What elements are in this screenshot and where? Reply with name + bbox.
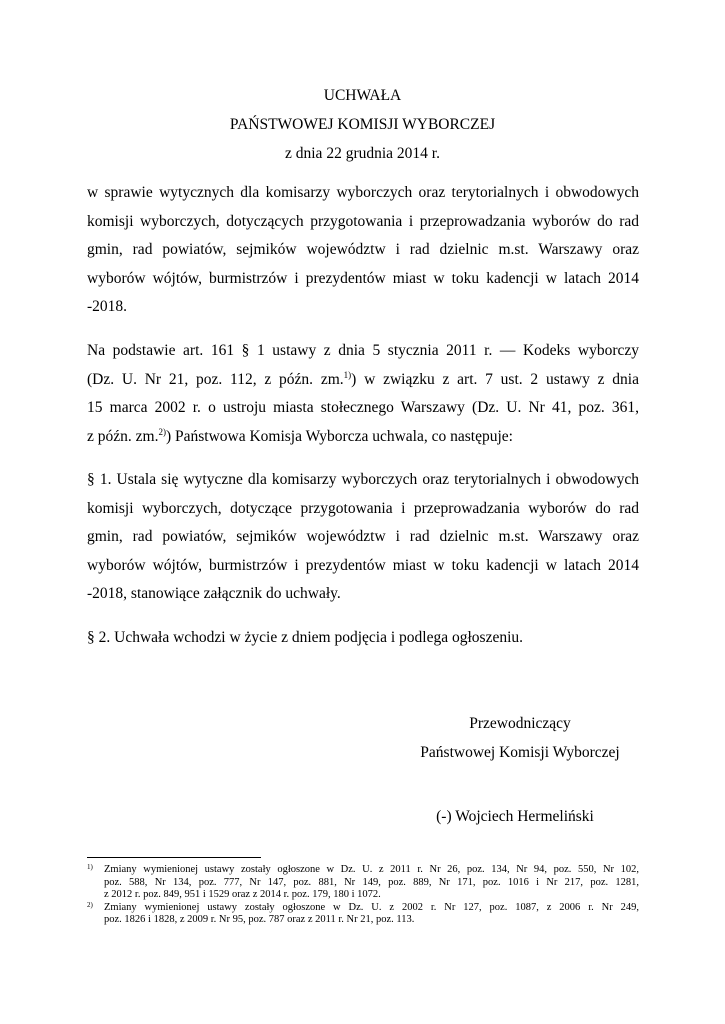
footnote-line: Zmiany wymienionej ustawy zostały ogłoszone w Dz. U. z 2002 r. Nr 127, poz. 1087, z 2006 r. Nr 249, [104,901,639,913]
footnote-1 [87,864,639,902]
footnotes [87,864,639,927]
subject-paragraph [87,179,639,322]
footnote-separator [87,857,261,858]
legal-basis-text: ) w związku z art. 7 ust. 2 ustawy z dnia [351,370,639,388]
section-1-line: -2018, stanowiące załącznik do uchwały. [87,585,341,602]
legal-basis-paragraph [87,337,639,451]
footnote-mark: 1) [87,863,93,871]
legal-basis-line: Na podstawie art. 161 § 1 ustawy z dnia 5 stycznia 2011 r. — Kodeks wyborczy [87,342,639,359]
section-1-line: wyborów wójtów, burmistrzów i prezydentów miast w toku kadencji w latach 2014 [87,556,639,574]
legal-basis-text: z późn. zm. [87,427,159,445]
footnote-mark: 2) [87,900,93,909]
subject-line: komisji wyborczych, dotyczących przygotowania i przeprowadzania wyborów do rad [87,212,639,230]
document-type-heading: UCHWAŁA [323,87,402,104]
subject-line: w sprawie wytycznych dla komisarzy wyborczych oraz terytorialnych i obwodowych [87,184,639,201]
signatory-name: (-) Wojciech Hermeliński [436,808,594,825]
footnote-line: Zmiany wymienionej ustawy zostały ogłoszone w Dz. U. z 2011 r. Nr 26, poz. 134, Nr 94, poz. 550, Nr 102, [104,864,639,875]
section-1-line: § 1. Ustala się wytyczne dla komisarzy wyborczych oraz terytorialnych i obwodowych [87,471,639,488]
footnote-reference-1[interactable]: 1) [343,369,352,380]
section-1-paragraph [87,466,639,609]
subject-line: -2018. [87,298,128,315]
signatory-body: Państwowej Komisji Wyborczej [420,744,620,761]
section-1-line: komisji wyborczych, dotyczące przygotowania i przeprowadzania wyborów do rad [87,499,639,517]
subject-line: gmin, rad powiatów, sejmików województw i rad dzielnic m.st. Warszawy oraz [87,241,639,258]
footnote-line: poz. 1826 i 1828, z 2009 r. Nr 95, poz. 787 oraz z 2011 r. Nr 21, poz. 113. [104,914,415,925]
legal-basis-line [87,366,639,395]
document-date: z dnia 22 grudnia 2014 r. [285,145,440,162]
section-2-paragraph [87,624,639,653]
footnote-line: poz. 588, Nr 134, poz. 777, Nr 147, poz. 881, Nr 149, poz. 889, Nr 171, poz. 1016 i Nr 217, poz. 1281, [104,876,639,888]
footnote-line: z 2012 r. poz. 849, 951 i 1529 oraz z 2014 r. poz. 179, 180 i 1072. [104,889,381,900]
issuer-heading: PAŃSTWOWEJ KOMISJI WYBORCZEJ [229,116,496,133]
legal-basis-text: ) Państwowa Komisja Wyborcza uchwala, co następuje: [165,427,513,445]
footnote-reference-2[interactable]: 2) [158,426,166,437]
footnote-2 [87,902,639,927]
section-2-line: § 2. Uchwała wchodzi w życie z dniem podjęcia i podlega ogłoszeniu. [87,629,524,646]
legal-basis-line [87,423,639,452]
subject-line: wyborów wójtów, burmistrzów i prezydentów miast w toku kadencji w latach 2014 [87,269,639,287]
signatory-role: Przewodniczący [469,715,571,732]
section-1-line: gmin, rad powiatów, sejmików województw i rad dzielnic m.st. Warszawy oraz [87,528,639,545]
legal-basis-text: (Dz. U. Nr 21, poz. 112, z późn. zm. [87,370,344,388]
legal-basis-line: 15 marca 2002 r. o ustroju miasta stołecznego Warszawy (Dz. U. Nr 41, poz. 361, [87,399,639,416]
